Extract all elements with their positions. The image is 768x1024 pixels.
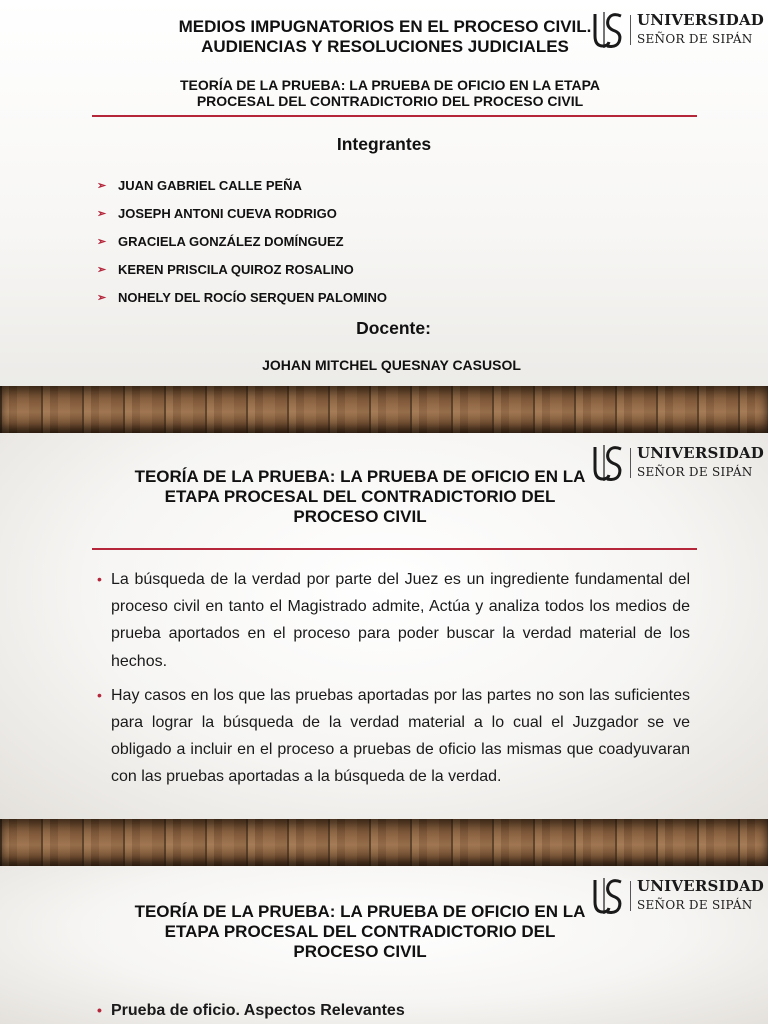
list-item (97, 566, 690, 675)
member-name: NOHELY DEL ROCÍO SERQUEN PALOMINO (118, 290, 387, 306)
bullet-dot-icon: • (97, 1002, 102, 1018)
list-item (97, 682, 690, 791)
divider (92, 115, 697, 117)
logo-line-2: SEÑOR DE SIPÁN (636, 32, 753, 46)
divider (92, 548, 697, 550)
title-line: PROCESO CIVIL (293, 942, 427, 961)
title-line: PROCESO CIVIL (293, 507, 427, 526)
member-name: KEREN PRISCILA QUIROZ ROSALINO (118, 262, 354, 278)
list-item (97, 284, 387, 312)
bullet-dot-icon: • (97, 686, 102, 703)
integrantes-heading: Integrantes (336, 134, 432, 154)
slide-1 (0, 0, 768, 386)
arrow-bullet-icon: ➢ (97, 235, 107, 248)
arrow-bullet-icon: ➢ (97, 207, 107, 220)
wood-separator (0, 386, 768, 433)
slide-3 (0, 866, 768, 1024)
bullet-dot-icon: • (97, 571, 102, 587)
title-line: TEORÍA DE LA PRUEBA: LA PRUEBA DE OFICIO EN LA (134, 902, 586, 921)
member-name: GRACIELA GONZÁLEZ DOMÍNGUEZ (118, 233, 344, 249)
title-line: MEDIOS IMPUGNATORIOS EN EL PROCESO CIVIL. (178, 17, 592, 36)
title-line: ETAPA PROCESAL DEL CONTRADICTORIO DEL (164, 922, 556, 941)
bullet-text: Hay casos en los que las pruebas aportadas por las partes no son las suficientes para lograr la búsqueda de la verdad material a lo cual el Juzgador se ve obligado a incluir en el proceso a pruebas de oficio las mismas que coadyuvaran con las pruebas aportadas a la búsqueda de la verdad. (111, 686, 690, 786)
slide-2-title (95, 467, 625, 527)
wood-separator (0, 819, 768, 866)
list-item (97, 997, 690, 1024)
logo-line-1: UNIVERSIDAD (636, 877, 764, 895)
arrow-bullet-icon: ➢ (97, 292, 107, 305)
logo-line-1: UNIVERSIDAD (636, 444, 764, 462)
bullet-text: Prueba de oficio. Aspectos Relevantes (111, 1002, 405, 1019)
bullet-text: La búsqueda de la verdad por parte del Juez es un ingrediente fundamental del proceso civil en tanto el Magistrado admite, Actúa y analiza todos los medios de prueba aportados en el proceso para poder buscar la verdad material de los hechos. (111, 571, 690, 670)
title-line: ETAPA PROCESAL DEL CONTRADICTORIO DEL (164, 487, 556, 506)
docente-heading: Docente: (356, 318, 431, 338)
arrow-bullet-icon: ➢ (97, 264, 107, 277)
slide-3-title (95, 902, 625, 962)
bullet-list (97, 566, 690, 798)
arrow-bullet-icon: ➢ (97, 179, 107, 192)
member-name: JUAN GABRIEL CALLE PEÑA (118, 177, 302, 193)
title-line: TEORÍA DE LA PRUEBA: LA PRUEBA DE OFICIO EN LA (134, 467, 586, 486)
logo-line-2: SEÑOR DE SIPÁN (636, 465, 753, 479)
title-line: AUDIENCIAS Y RESOLUCIONES JUDICIALES (201, 37, 569, 56)
us-monogram-icon (591, 10, 625, 50)
subtitle-line: TEORÍA DE LA PRUEBA: LA PRUEBA DE OFICIO EN LA ETAPA (179, 77, 600, 93)
slide-2 (0, 433, 768, 819)
university-logo (591, 10, 764, 50)
docente-name: JOHAN MITCHEL QUESNAY CASUSOL (262, 357, 521, 373)
logo-line-1: UNIVERSIDAD (636, 11, 764, 29)
slide-1-subtitle (90, 77, 690, 109)
list-item (97, 171, 387, 199)
logo-line-2: SEÑOR DE SIPÁN (636, 898, 753, 912)
member-name: JOSEPH ANTONI CUEVA RODRIGO (118, 205, 337, 221)
list-item (97, 256, 387, 284)
bullet-list (97, 997, 690, 1024)
list-item (97, 227, 387, 255)
members-list (97, 171, 387, 312)
subtitle-line: PROCESAL DEL CONTRADICTORIO DEL PROCESO CIVIL (196, 93, 584, 109)
list-item (97, 199, 387, 227)
